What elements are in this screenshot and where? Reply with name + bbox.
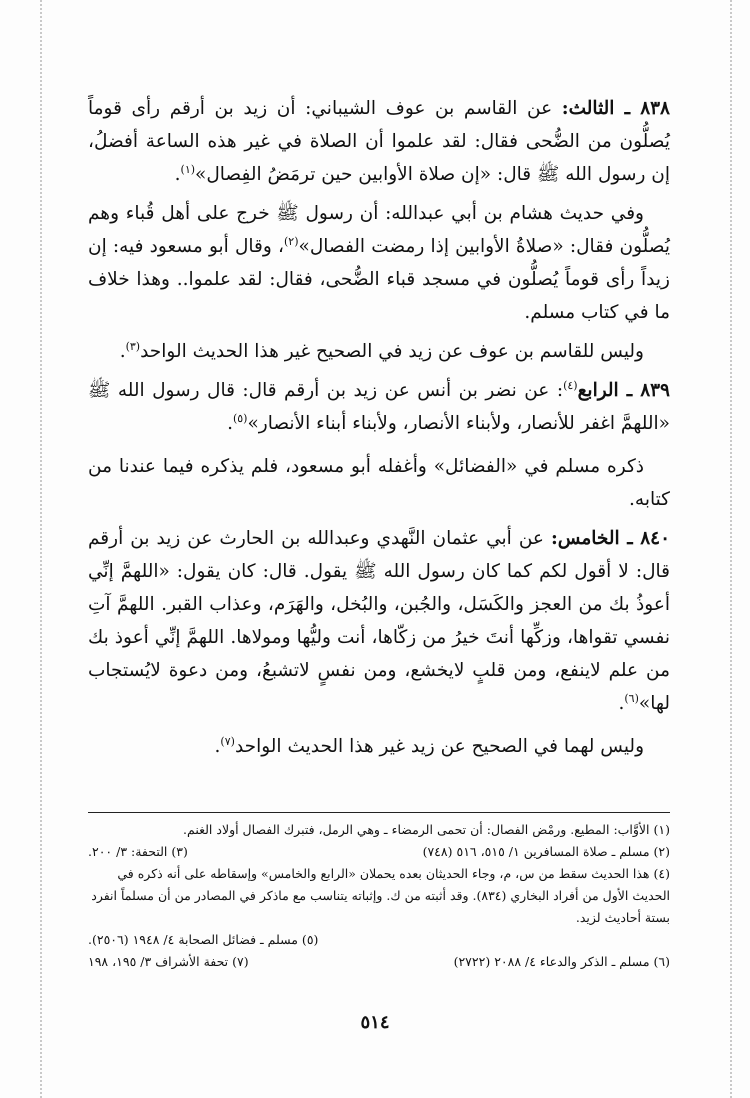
paragraph-muslim-note bbox=[88, 450, 670, 516]
paragraph-hisham bbox=[88, 197, 670, 329]
main-text bbox=[88, 92, 670, 763]
footnote-2: (٢) مسلم ـ صلاة المسافرين ١/ ٥١٥، ٥١٦ (٧٤٨) bbox=[422, 844, 670, 859]
paragraph-text: وفي حديث هشام بن أبي عبدالله: أن رسول ﷺ خرج على أهل قُباء وهم يُصلُّون فقال: «صلاةُ الأوابين إذا رمضت الفصال» bbox=[88, 203, 670, 257]
paragraph-qasim-note bbox=[88, 335, 670, 368]
hadith-number: ٨٣٨ ـ الثالث: bbox=[561, 98, 670, 119]
footnote-3: (٣) التحفة: ٣/ ٢٠٠. bbox=[88, 844, 188, 859]
footnote-ref: (٤) bbox=[563, 378, 578, 392]
footnotes bbox=[88, 812, 670, 973]
footnote-ref: (٧) bbox=[220, 734, 235, 748]
paragraph-tail: . bbox=[618, 693, 625, 714]
paragraph-tail: ، وقال أبو مسعود فيه: إن زيداً رأى قوماً يُصلُّون في مسجد قباء الضُّحى، فقال: لقد علموا.. وهذا خلاف ما في كتاب مسلم. bbox=[88, 236, 670, 323]
footnote-row-5 bbox=[88, 929, 670, 951]
footnote-row-2-3 bbox=[88, 841, 670, 863]
page-number: ٥١٤ bbox=[360, 1012, 390, 1033]
footnote-divider bbox=[88, 812, 670, 813]
page-edge-left bbox=[40, 0, 44, 1098]
footnote-7: (٧) تحفة الأشراف ٣/ ١٩٥، ١٩٨ bbox=[88, 954, 249, 969]
hadith-838 bbox=[88, 92, 670, 191]
paragraph-text: وليس للقاسم بن عوف عن زيد في الصحيح غير هذا الحديث الواحد bbox=[140, 341, 644, 362]
footnote-ref: (٥) bbox=[232, 411, 248, 425]
footnote-6: (٦) مسلم ـ الذكر والدعاء ٤/ ٢٠٨٨ (٢٧٢٢) bbox=[453, 954, 670, 969]
paragraph-tail: . bbox=[174, 164, 181, 185]
footnote-ref: (٢) bbox=[283, 234, 299, 248]
paragraph-text: : عن نضر بن أنس عن زيد بن أرقم قال: قال رسول الله ﷺ «اللهمَّ اغفر للأنصار، ولأبناء الأنصار، ولأبناء أبناء الأنصار» bbox=[88, 380, 670, 434]
footnote-row-6-7 bbox=[88, 951, 670, 973]
hadith-839 bbox=[88, 374, 670, 440]
footnote-1: (١) الأوَّاب: المطيع. ورمْض الفصال: أن تحمى الرمضاء ـ وهي الرمل، فتبرك الفصال أولاد الغنم. bbox=[183, 822, 670, 837]
footnote-5: (٥) مسلم ـ فضائل الصحابة ٤/ ١٩٤٨ (٢٥٠٦). bbox=[88, 932, 319, 947]
paragraph-tail: . bbox=[227, 413, 233, 434]
footnote-ref: (١) bbox=[180, 162, 196, 176]
page-edge-right bbox=[730, 0, 734, 1098]
paragraph-text: عن القاسم بن عوف الشيباني: أن زيد بن أرقم رأى قوماً يُصلُّون من الضُّحى فقال: لقد علموا أن الصلاة في غير هذه الساعة أفضلُ، إن رسول الله ﷺ قال: «إن صلاة الأوابين حين ترمَضُ الفِصال» bbox=[88, 98, 670, 185]
footnote-ref: (٣) bbox=[125, 339, 141, 353]
footnote-4: (٤) هذا الحديث سقط من س، م، وجاء الحديثان بعده يحملان «الرابع والخامس» وإسقاطه على أنه ذكره في الحديث الأول من أفراد البخاري (٨٣٤). وقد أثبته من ك. وإثباته يتناسب مع ماذكر في المصادر من أن مسلماً انفرد بستة أحاديث لزيد. bbox=[91, 866, 670, 925]
paragraph-closing-note bbox=[88, 730, 670, 763]
hadith-840 bbox=[88, 522, 670, 720]
hadith-number: ٨٣٩ ـ الرابع bbox=[577, 380, 670, 401]
paragraph-text: وليس لهما في الصحيح عن زيد غير هذا الحديث الواحد bbox=[234, 736, 644, 757]
paragraph-tail: . bbox=[214, 736, 221, 757]
paragraph-text: ذكره مسلم في «الفضائل» وأغفله أبو مسعود، فلم يذكره فيما عندنا من كتابه. bbox=[88, 456, 670, 510]
hadith-number: ٨٤٠ ـ الخامس: bbox=[550, 528, 671, 549]
paragraph-text: عن أبي عثمان النَّهدي وعبدالله بن الحارث عن زيد بن أرقم قال: لا أقول لكم كما كان رسول الله ﷺ يقول. قال: كان يقول: «اللهمَّ إنِّي أعوذُ بك من العجز والكَسَل، والجُبن، والبُخل، والهَرَم، وعذاب القبر. اللهمَّ آتِ نفسي تقواها، وزكِّها أنتَ خيرُ من زكّاها، أنت وليُّها ومولاها. اللهمَّ إنِّي أعوذ بك من علم لاينفع، ومن قلبٍ لايخشع، ومن نفسٍ لاتشبعُ، ومن دعوة لايُستجاب لها» bbox=[88, 528, 671, 714]
paragraph-tail: . bbox=[119, 341, 126, 362]
footnote-ref: (٦) bbox=[624, 691, 639, 705]
